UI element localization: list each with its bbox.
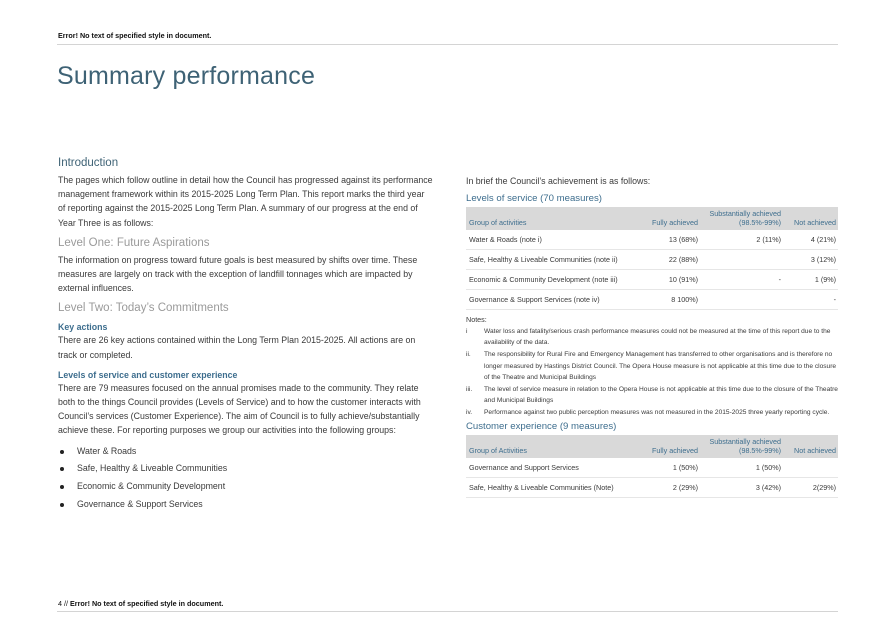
list-item: Water & Roads <box>58 443 433 461</box>
list-item: Economic & Community Development <box>58 478 433 496</box>
achievement-intro: In brief the Council’s achievement is as follows: <box>466 176 651 186</box>
left-column <box>58 157 433 514</box>
table-row <box>466 458 838 478</box>
header-rule <box>57 44 838 45</box>
note-number: ii. <box>466 351 471 359</box>
key-actions-heading: Key actions <box>58 322 108 333</box>
note-number: i <box>466 328 468 335</box>
note-text: Performance against two public perception measures was not measured in the 2015-2025 three yearly reporting cycle. <box>484 409 830 417</box>
note-text: Water loss and fatality/serious crash performance measures could not be measured at the time of this report due to the availability of the data. <box>484 328 831 347</box>
table-row <box>466 477 838 497</box>
table-cell <box>700 250 783 270</box>
notes-heading: Notes: <box>466 315 487 324</box>
table-cell: 2 (11%) <box>700 230 783 250</box>
note-number: iii. <box>466 386 473 394</box>
level-one-heading: Level One: Future Aspirations <box>58 236 210 249</box>
table-cell: Safe, Healthy & Liveable Communities (note ii) <box>466 250 643 270</box>
footer-rule <box>57 611 838 612</box>
table-cell: 1 (50%) <box>700 458 783 478</box>
column-header: Group of Activities <box>466 435 643 458</box>
table-cell: 10 (91%) <box>643 270 700 290</box>
los-text: There are 79 measures focused on the annual promises made to the community. They relate both to the things Council provides (Levels of Service) and to how the customer interacts with Council’s services (Customer Experience). The aim of Council is to fully achieve/substantially achieve these. For reporting purposes we group our activities into the following groups: <box>58 382 421 436</box>
table-header-row <box>466 207 838 230</box>
table-cell: Safe, Healthy & Liveable Communities (Note) <box>466 477 643 497</box>
column-header: Group of activities <box>466 207 643 230</box>
table-cell: 1 (50%) <box>643 458 700 478</box>
table-cell: Economic & Community Development (note iii) <box>466 270 643 290</box>
table-row <box>466 290 838 310</box>
table-cell: 4 (21%) <box>783 230 838 250</box>
column-header: Not achieved <box>783 435 838 458</box>
table-cell: 13 (68%) <box>643 230 700 250</box>
level-two-heading: Level Two: Today’s Commitments <box>58 302 229 315</box>
intro-heading: Introduction <box>58 157 119 169</box>
los-table-title: Levels of service (70 measures) <box>466 193 602 204</box>
table-cell: Governance & Support Services (note iv) <box>466 290 643 310</box>
table-cell: 2(29%) <box>783 477 838 497</box>
note-item <box>466 407 838 418</box>
page-title: Summary performance <box>57 62 316 90</box>
table-cell: - <box>783 290 838 310</box>
note-item <box>466 326 838 348</box>
column-header: Substantially achieved (98.5%-99%) <box>700 207 783 230</box>
footer-text: Error! No text of specified style in document. <box>70 599 224 608</box>
table-cell: 22 (88%) <box>643 250 700 270</box>
table-cell: 3 (12%) <box>783 250 838 270</box>
table-row <box>466 270 838 290</box>
table-cell: Governance and Support Services <box>466 458 643 478</box>
table-cell <box>700 290 783 310</box>
note-text: The level of service measure in relation to the Opera House is not applicable at this time due to the closure of the Theatre and Municipal Buildings <box>484 386 838 405</box>
intro-text: The pages which follow outline in detail how the Council has progressed against its performance management framework within its 2015-2025 Long Term Plan. This report marks the third year of reporting against the 2015-2025 Long Term Plan. A summary of our progress at the end of Year Three is as follows: <box>58 175 433 228</box>
column-header: Substantially achieved (98.5%-99%) <box>700 435 783 458</box>
table-cell: 2 (29%) <box>643 477 700 497</box>
table-cell <box>783 458 838 478</box>
column-header: Not achieved <box>783 207 838 230</box>
note-item <box>466 384 838 406</box>
running-footer <box>58 599 223 608</box>
list-item: Governance & Support Services <box>58 496 433 514</box>
note-number: iv. <box>466 409 473 417</box>
note-item <box>466 349 838 383</box>
key-actions-text: There are 26 key actions contained within the Long Term Plan 2015-2025. All actions are on track or completed. <box>58 335 416 360</box>
cx-table <box>466 435 838 498</box>
table-cell: Water & Roads (note i) <box>466 230 643 250</box>
right-column <box>466 175 838 498</box>
cx-table-title: Customer experience (9 measures) <box>466 420 617 432</box>
table-cell: 8 100%) <box>643 290 700 310</box>
table-cell: 3 (42%) <box>700 477 783 497</box>
groups-list <box>58 443 433 514</box>
column-header: Fully achieved <box>643 435 700 458</box>
table-cell: - <box>700 270 783 290</box>
table-cell: 1 (9%) <box>783 270 838 290</box>
column-header: Fully achieved <box>643 207 700 230</box>
level-one-text: The information on progress toward future goals is best measured by shifts over time. These measures are largely on track with the exception of landfill tonnages which are impacted by external influences. <box>58 254 418 294</box>
table-row <box>466 230 838 250</box>
los-table <box>466 207 838 310</box>
list-item: Safe, Healthy & Liveable Communities <box>58 460 433 478</box>
table-header-row <box>466 435 838 458</box>
note-text: The responsibility for Rural Fire and Emergency Management has transferred to other organisations and is therefore no longer measured by Hastings District Council. The Opera House measure is not applicable at this time due to the closure of the Theatre and Municipal Buildings <box>484 351 837 381</box>
table-row <box>466 250 838 270</box>
los-heading: Levels of service and customer experience <box>58 369 238 380</box>
page-number: 4 // <box>58 599 68 608</box>
running-header: Error! No text of specified style in document. <box>58 31 212 40</box>
